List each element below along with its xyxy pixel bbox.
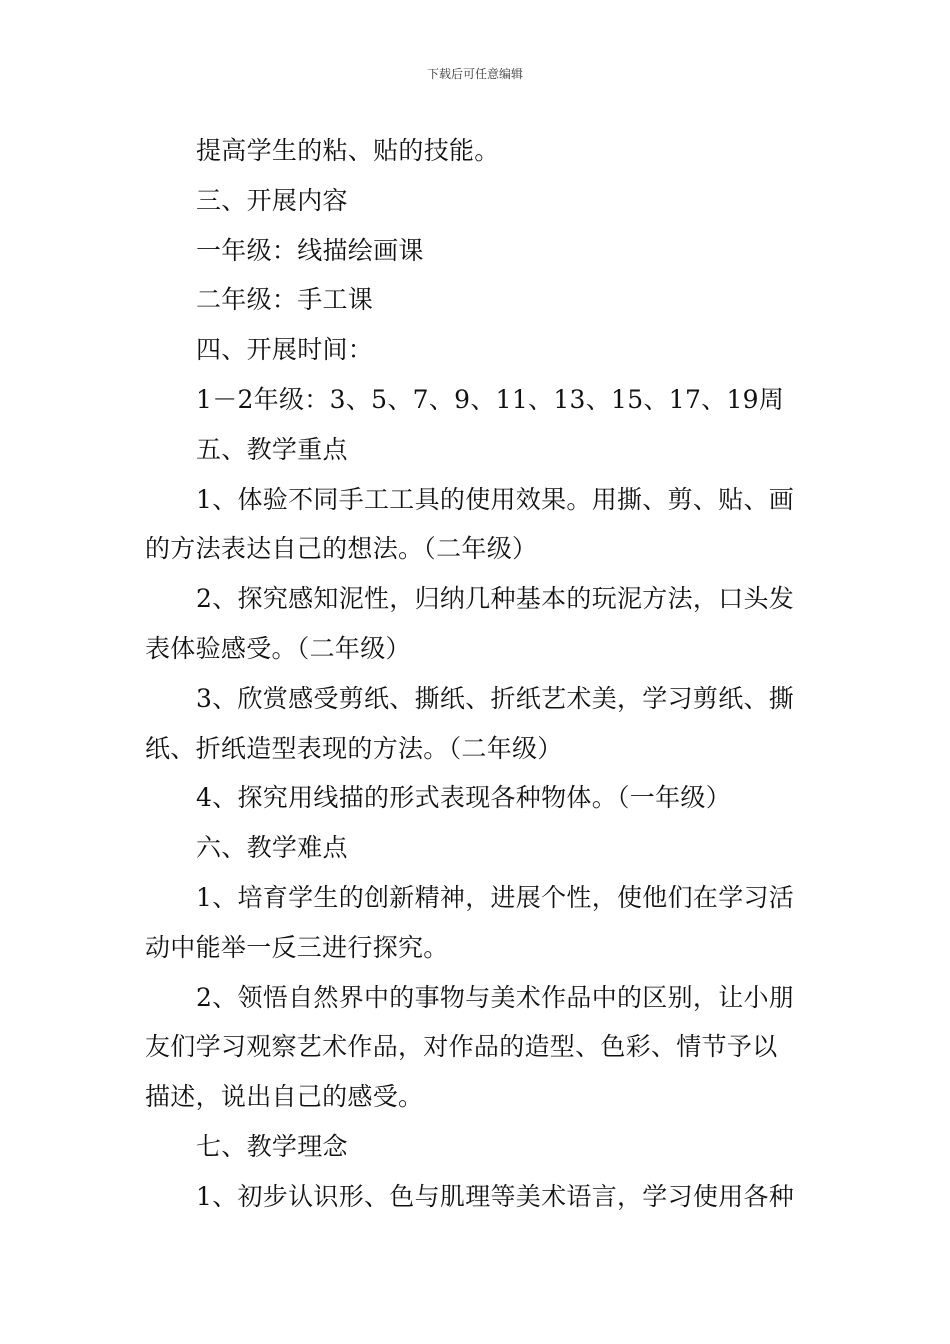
text-line: 1、培育学生的创新精神，进展个性，使他们在学习活 <box>196 882 795 912</box>
text-line: 的方法表达自己的想法。（二年级） <box>145 534 538 564</box>
text-line: 提高学生的粘、贴的技能。 <box>196 136 500 165</box>
text-line: 表体验感受。（二年级） <box>145 633 411 663</box>
text-line: 动中能举一反三进行探究。 <box>145 932 449 962</box>
text-line: 纸、折纸造型表现的方法。（二年级） <box>145 733 563 763</box>
text-line: 六、教学难点 <box>196 833 348 863</box>
text-line: 1、初步认识形、色与肌理等美术语言，学习使用各种 <box>196 1181 795 1211</box>
text-line: 二年级：手工课 <box>196 285 374 315</box>
text-line: 一年级：线描绘画课 <box>196 235 424 265</box>
text-line: 3、欣赏感受剪纸、撕纸、折纸艺术美，学习剪纸、撕 <box>196 683 795 713</box>
text-line: 五、教学重点 <box>196 434 348 464</box>
page-header: 下载后可任意编辑 <box>426 67 523 81</box>
document-body <box>145 126 810 1222</box>
text-line: 七、教学理念 <box>196 1131 348 1161</box>
text-line: 1、体验不同手工工具的使用效果。用撕、剪、贴、画 <box>196 484 795 514</box>
text-line: 1－2年级：3、5、7、9、11、13、15、17、19周 <box>196 384 785 414</box>
text-line: 三、开展内容 <box>196 185 348 215</box>
text-line: 描述，说出自己的感受。 <box>145 1082 424 1112</box>
text-line: 2、探究感知泥性，归纳几种基本的玩泥方法，口头发 <box>196 584 795 614</box>
text-line: 友们学习观察艺术作品，对作品的造型、色彩、情节予以 <box>145 1032 778 1062</box>
text-line: 4、探究用线描的形式表现各种物体。（一年级） <box>196 783 732 813</box>
text-line: 四、开展时间： <box>196 335 374 365</box>
text-line: 2、领悟自然界中的事物与美术作品中的区别，让小朋 <box>196 982 795 1012</box>
